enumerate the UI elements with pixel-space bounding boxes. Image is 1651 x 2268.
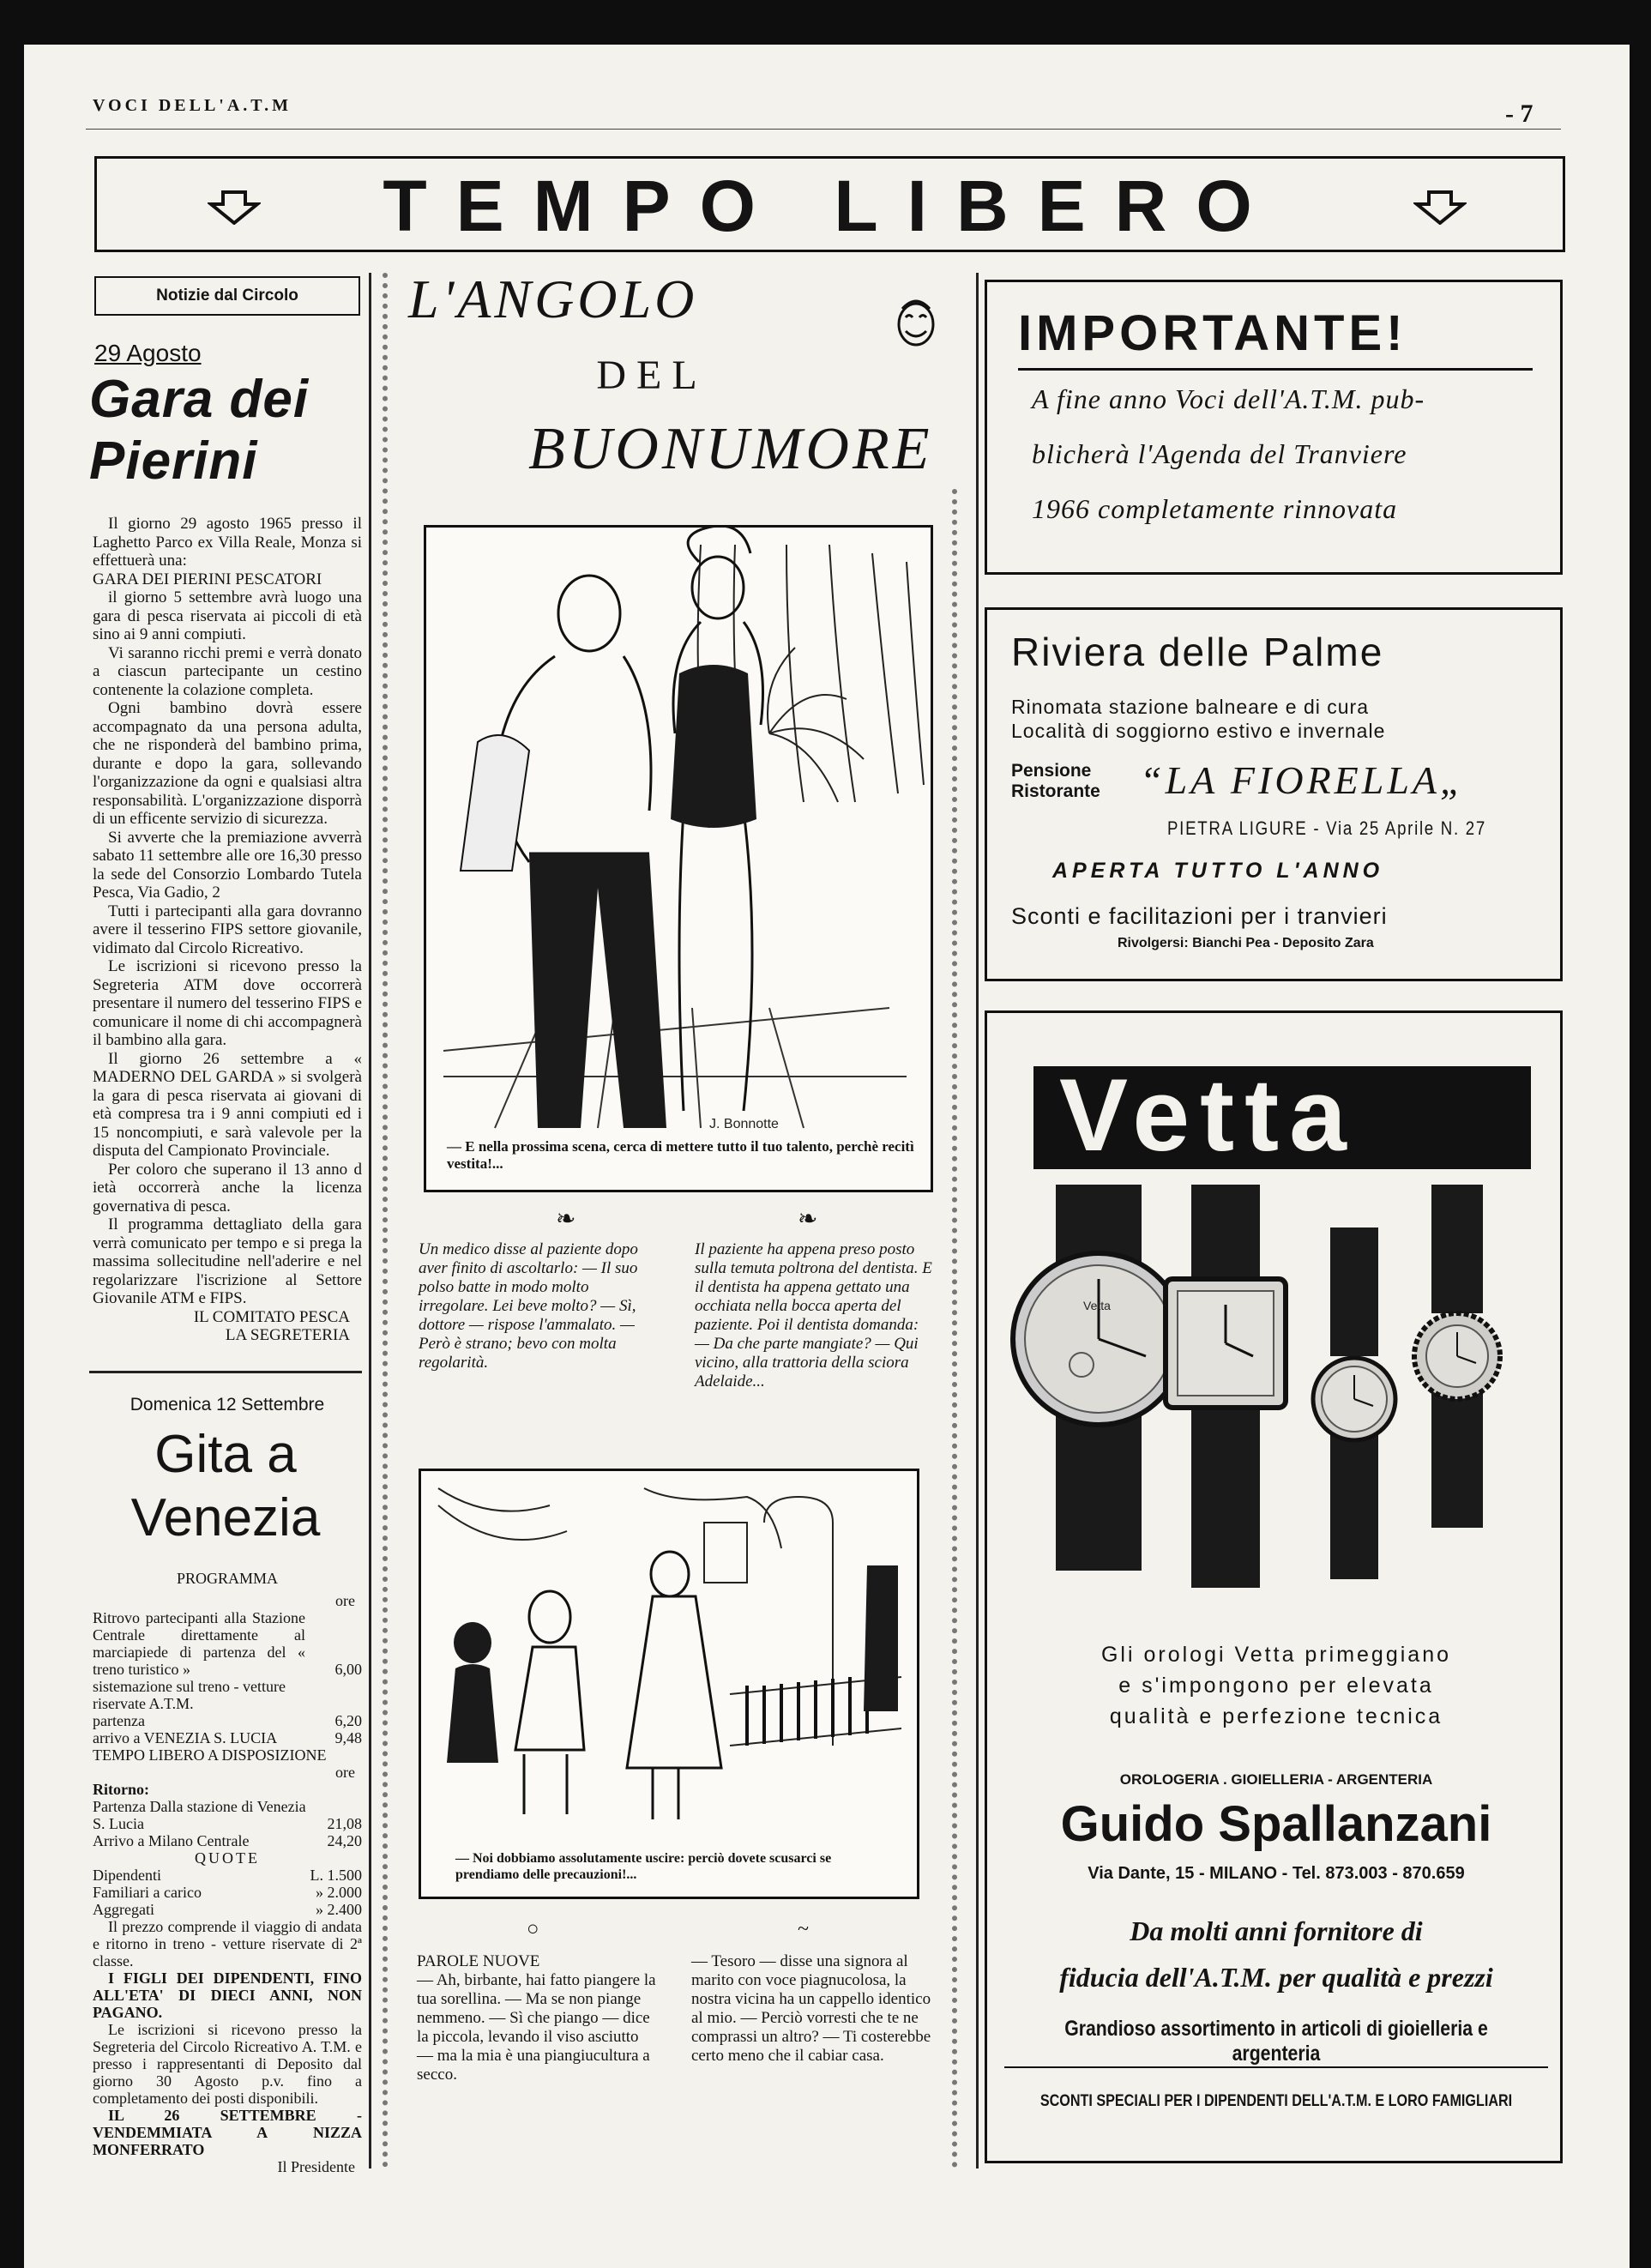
article1-p6: Si avverte che la premiazione avverrà sabato 11 settembre alle ore 16,30 presso la sede del Consorzio Lombardo Tutela Pesca, Via Gadio, 2 bbox=[93, 828, 362, 902]
article2-p1: Il prezzo comprende il viaggio di andata e ritorno in treno - vetture riservate di 2ª classe. bbox=[93, 1918, 362, 1969]
ornament-2-icon: ❧ bbox=[798, 1206, 818, 1233]
notice-title: IMPORTANTE! bbox=[1018, 305, 1407, 361]
article1-body bbox=[93, 515, 362, 1345]
article1-p9: Il giorno 26 settembre a « MADERNO DEL GARDA » si svolgerà la gara di pesca riservata ai giovani di età compresa tra i 9 anni compiuti ed i 15 noncompiuti, e sarà valevole per la disputa del Campionato Provinciale. bbox=[93, 1049, 362, 1160]
column-rule-left bbox=[369, 273, 371, 2168]
article1-date: 29 Agosto bbox=[94, 340, 202, 366]
riviera-contact: Rivolgersi: Bianchi Pea - Deposito Zara bbox=[1118, 936, 1374, 950]
notice-line3: 1966 completamente rinnovata bbox=[1032, 493, 1398, 524]
return-text-1: Partenza Dalla stazione di Venezia S. Lucia bbox=[93, 1798, 306, 1832]
article1-p5: Ogni bambino dovrà essere accompagnato da una persona adulta, che ne risponderà del bambino prima, durante e dopo la gara, sollevando l'organizzazione da ogni e qualsiasi altra responsabilità. L'organizzazione disporrà di un efficente servizio di sicurezza. bbox=[93, 699, 362, 828]
price-value-2: » 2.000 bbox=[316, 1884, 362, 1901]
schedule-time-4: 9,48 bbox=[334, 1729, 362, 1746]
price-value-1: L. 1.500 bbox=[310, 1867, 362, 1884]
return-time-1: 21,08 bbox=[327, 1815, 362, 1832]
return-time-2: 24,20 bbox=[327, 1832, 362, 1849]
cartoon1-frame bbox=[424, 525, 933, 1192]
riviera-title: Riviera delle Palme bbox=[1011, 630, 1384, 674]
riviera-open: APERTA TUTTO L'ANNO bbox=[1052, 859, 1384, 883]
schedule-row-4 bbox=[93, 1729, 362, 1746]
joke3-text: — Ah, birbante, hai fatto piangere la tua sorellina. — Ma se non piange nemmeno. — Sì che piango — dice la piccola, levando il viso asciutto — ma la mia è una piangiucultura a secco. bbox=[417, 1971, 656, 2084]
article1-signature-1: IL COMITATO PESCA bbox=[193, 1307, 350, 1326]
article2-date: Domenica 12 Settembre bbox=[130, 1395, 325, 1414]
banner-arrow-left-icon bbox=[208, 190, 261, 225]
price-label-3: Aggregati bbox=[93, 1901, 154, 1918]
header-rule bbox=[86, 129, 1561, 130]
article1-p3: il giorno 5 settembre avrà luogo una gara di pesca riservata ai piccoli di età sino ai 9 anni compiuti. bbox=[93, 588, 362, 643]
article2-body bbox=[93, 1570, 362, 2175]
page-number: - 7 bbox=[1505, 100, 1534, 128]
article1-p10: Per coloro che superano il 13 anno d ietà occorrerà anche la licenza governativa di pesca. bbox=[93, 1160, 362, 1215]
joke3 bbox=[417, 1952, 659, 2084]
price-value-3: » 2.400 bbox=[316, 1901, 362, 1918]
banner-title: TEMPO LIBERO bbox=[383, 166, 1281, 246]
schedule-text-5: TEMPO LIBERO A DISPOSIZIONE bbox=[93, 1746, 327, 1764]
shop-discount: SCONTI SPECIALI PER I DIPENDENTI DELL'A.T.M. E LORO FAMIGLIARI bbox=[1039, 2092, 1513, 2110]
ore-label-2: ore bbox=[335, 1764, 355, 1781]
running-header: VOCI DELL'A.T.M bbox=[93, 96, 292, 115]
riviera-address: PIETRA LIGURE - Via 25 Aprile N. 27 bbox=[1167, 817, 1486, 839]
article2-title-line2: Venezia bbox=[130, 1488, 321, 1547]
ore-label-1: ore bbox=[335, 1592, 355, 1609]
return-text-2: Arrivo a Milano Centrale bbox=[93, 1832, 250, 1849]
shop-slogan2: fiducia dell'A.T.M. per qualità e prezzi bbox=[1059, 1962, 1493, 1993]
article2-p4: IL 26 SETTEMBRE - VENDEMMIATA A NIZZA MONFERRATO bbox=[93, 2107, 362, 2158]
return-row-1 bbox=[93, 1798, 362, 1832]
joke1: Un medico disse al paziente dopo aver finito di ascoltarlo: — Il suo polso batte in modo molto irregolare. Lei beve molto? — Sì, dottore — rispose l'ammalato. — Però è strano; bevo con molta regolarità. bbox=[419, 1240, 638, 1372]
riviera-hotel: “LA FIORELLA„ bbox=[1140, 758, 1466, 802]
cartoon2-drawing bbox=[421, 1471, 917, 1840]
vetta-line1: Gli orologi Vetta primeggiano bbox=[1100, 1643, 1452, 1667]
quote-label: QUOTE bbox=[195, 1849, 260, 1867]
shop-address: Via Dante, 15 - MILANO - Tel. 873.003 - 870.659 bbox=[1088, 1864, 1465, 1883]
section-label-box bbox=[94, 276, 360, 316]
cartoon2-frame bbox=[419, 1469, 919, 1899]
article2-p2: I FIGLI DEI DIPENDENTI, FINO ALL'ETA' DI DIECI ANNI, NON PAGANO. bbox=[93, 1969, 362, 2021]
article1-signature-2: LA SEGRETERIA bbox=[225, 1326, 350, 1344]
price-row-1 bbox=[93, 1867, 362, 1884]
cartoon1-caption: — E nella prossima scena, cerca di mettere tutto il tuo talento, perchè recitì vestita!... bbox=[447, 1138, 914, 1172]
column-rule-middle-left bbox=[383, 273, 388, 2168]
article1-p4: Vi saranno ricchi premi e verrà donato a ciascun partecipante un cestino contenente la colazione completa. bbox=[93, 643, 362, 699]
cartoon1-drawing bbox=[426, 528, 931, 1137]
humor-title-line1: L'ANGOLO bbox=[408, 268, 698, 329]
vetta-line3: qualità e perfezione tecnica bbox=[1109, 1704, 1443, 1728]
schedule-text-4: arrivo a VENEZIA S. LUCIA bbox=[93, 1729, 278, 1746]
smiling-face-icon bbox=[890, 292, 942, 352]
article1-p1: Il giorno 29 agosto 1965 presso il Laghetto Parco ex Villa Reale, Monza si effettuerà una: bbox=[93, 515, 362, 570]
riviera-line1: Rinomata stazione balneare e di cura bbox=[1011, 696, 1370, 718]
article1-title-line1: Gara dei bbox=[89, 370, 310, 429]
watches-illustration bbox=[987, 1185, 1565, 1631]
ornament-3-icon: ○ bbox=[527, 1918, 539, 1940]
schedule-text-1: Ritrovo partecipanti alla Stazione Centrale direttamente al marciapiede di partenza del « treno turistico » bbox=[93, 1609, 305, 1678]
dial-brand: Vetta bbox=[1083, 1299, 1111, 1312]
article1-title-line2: Pierini bbox=[89, 431, 258, 491]
ornament-1-icon: ❧ bbox=[556, 1206, 576, 1233]
price-row-3 bbox=[93, 1901, 362, 1918]
price-label-1: Dipendenti bbox=[93, 1867, 161, 1884]
schedule-text-3: partenza bbox=[93, 1712, 145, 1729]
schedule-row-1 bbox=[93, 1609, 362, 1678]
vetta-line2: e s'impongono per elevata bbox=[1118, 1674, 1434, 1698]
notice-box bbox=[985, 280, 1563, 575]
article1-p8: Le iscrizioni si ricevono presso la Segreteria ATM dove occorrerà presentare il numero del tesserino FIPS e comunicare il nome di chi accompagnerà il bambino alla gara. bbox=[93, 957, 362, 1049]
article2-signature: Il Presidente bbox=[277, 2158, 355, 2175]
joke3-title: PAROLE NUOVE bbox=[417, 1952, 540, 1970]
riviera-discount: Sconti e facilitazioni per i tranvieri bbox=[1011, 903, 1388, 929]
riviera-ad bbox=[985, 607, 1563, 981]
vetta-brand: Vetta bbox=[1059, 1058, 1357, 1173]
banner-arrow-right-icon bbox=[1413, 190, 1467, 225]
section-label: Notizie dal Circolo bbox=[156, 287, 298, 305]
shop-name: Guido Spallanzani bbox=[1060, 1796, 1492, 1852]
ornament-4-icon: ~ bbox=[798, 1918, 809, 1940]
article1-p7: Tutti i partecipanti alla gara dovranno avere il tesserino FIPS settore giovanile, vidimato dal Circolo Ricreativo. bbox=[93, 902, 362, 957]
price-row-2 bbox=[93, 1884, 362, 1901]
notice-line1: A fine anno Voci dell'A.T.M. pub- bbox=[1032, 383, 1425, 414]
riviera-label2: Ristorante bbox=[1011, 781, 1100, 801]
article2-paragraphs bbox=[93, 1918, 362, 2175]
vetta-divider bbox=[1004, 2066, 1548, 2068]
article-divider bbox=[89, 1371, 362, 1373]
article2-p3: Le iscrizioni si ricevono presso la Segreteria del Circolo Ricreativo A. T.M. e presso i rappresentanti di Deposito dal giorno 30 Agosto p.v. fino a completamento dei posti disponibili. bbox=[93, 2021, 362, 2107]
return-row-2 bbox=[93, 1832, 362, 1849]
joke4: — Tesoro — disse una signora al marito con voce piagnucolosa, la nostra vicina ha un cappello identico al mio. — Perciò vorresti che te ne comprassi un altro? — Ti costerebbe certo meno che il cabiar casa. bbox=[691, 1952, 931, 2065]
notice-line2: blicherà l'Agenda del Tranviere bbox=[1032, 438, 1407, 469]
schedule-time-3: 6,20 bbox=[334, 1712, 362, 1729]
riviera-line2: Località di soggiorno estivo e invernale bbox=[1011, 720, 1386, 742]
vetta-logo-bar bbox=[1033, 1058, 1531, 1173]
humor-title-line3: BUONUMORE bbox=[528, 416, 933, 482]
cartoon2-caption: — Noi dobbiamo assolutamente uscire: perciò dovete scusarci se prendiamo delle precauzioni!... bbox=[455, 1851, 832, 1882]
ritorno-label: Ritorno: bbox=[93, 1781, 149, 1798]
schedule-text-2: sistemazione sul treno - vetture riservate A.T.M. bbox=[93, 1678, 286, 1712]
cartoon1-signature: J. Bonnotte bbox=[709, 1117, 779, 1131]
column-rule-middle-right bbox=[952, 489, 957, 2168]
humor-title-line2: DEL bbox=[596, 353, 708, 398]
joke2: Il paziente ha appena preso posto sulla temuta poltrona del dentista. E il dentista ha appena gettato una occhiata nella bocca aperta del paziente. Poi il dentista domanda: — Da che parte mangiate? — Qui vicino, alla trattoria della sciora Adelaide... bbox=[695, 1240, 932, 1390]
article1-p2: GARA DEI PIERINI PESCATORI bbox=[93, 570, 322, 588]
notice-rule bbox=[1018, 368, 1533, 371]
article2-title-line1: Gita a bbox=[154, 1425, 297, 1484]
shop-type: OROLOGERIA . GIOIELLERIA - ARGENTERIA bbox=[1119, 1771, 1433, 1788]
column-rule-right bbox=[976, 273, 979, 2168]
vetta-ad bbox=[985, 1010, 1563, 2163]
schedule-time-1: 6,00 bbox=[334, 1661, 362, 1678]
riviera-label1: Pensione bbox=[1011, 761, 1092, 781]
shop-slogan1: Da molti anni fornitore di bbox=[1130, 1915, 1423, 1946]
article1-p11: Il programma dettagliato della gara verrà comunicato per tempo e si prega la massima sollecitudine nell'aderire e nel regolarizzare l'iscrizione al Settore Giovanile ATM e FIPS. bbox=[93, 1215, 362, 1307]
programma-label: PROGRAMMA bbox=[176, 1570, 279, 1587]
shop-assortment: Grandioso assortimento in articoli di gioielleria e argenteria bbox=[1064, 2017, 1488, 2066]
price-label-2: Familiari a carico bbox=[93, 1884, 202, 1901]
schedule-row-3 bbox=[93, 1712, 362, 1729]
